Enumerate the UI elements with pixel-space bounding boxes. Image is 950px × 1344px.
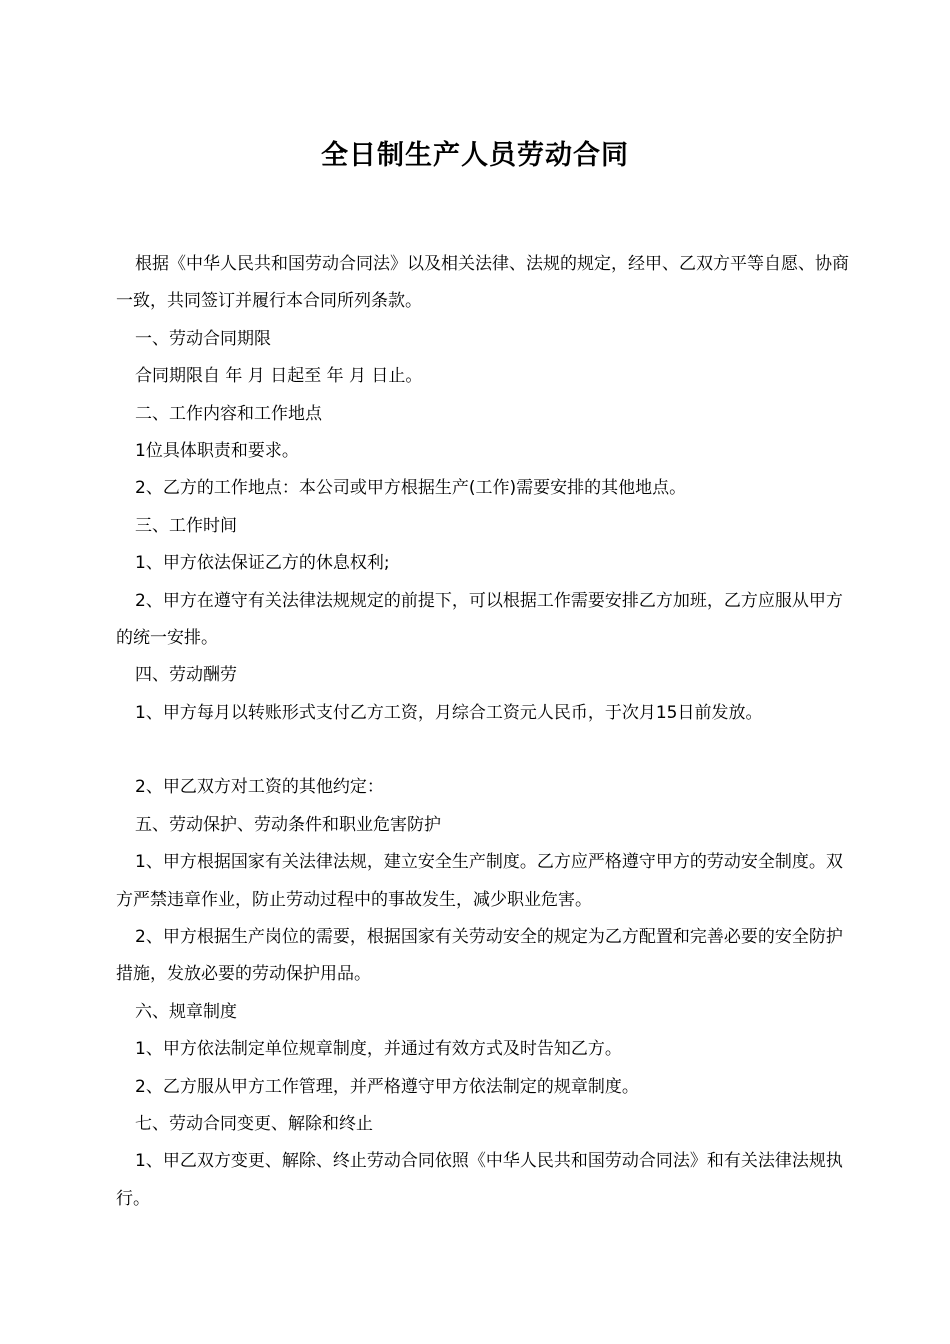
section-heading-5: 五、劳动保护、劳动条件和职业危害防护 [135,814,441,835]
section-heading-7: 七、劳动合同变更、解除和终止 [135,1113,373,1134]
clause-4-1: 1、甲方每月以转账形式支付乙方工资，月综合工资元人民币，于次月15日前发放。 [135,702,763,723]
section-heading-3: 三、工作时间 [135,515,237,536]
document-title: 全日制生产人员劳动合同 [321,140,629,171]
clause-4-2: 2、甲乙双方对工资的其他约定： [135,777,384,798]
clause-6-2: 2、乙方服从甲方工作管理，并严格遵守甲方依法制定的规章制度。 [135,1076,639,1097]
clause-6-1: 1、甲方依法制定单位规章制度，并通过有效方式及时告知乙方。 [135,1039,622,1060]
section-heading-2: 二、工作内容和工作地点 [135,403,322,424]
clause-2-2: 2、乙方的工作地点：本公司或甲方根据生产(工作)需要安排的其他地点。 [135,478,687,499]
preamble-paragraph: 根据《中华人民共和国劳动合同法》以及相关法律、法规的规定，经甲、乙双方平等自愿、协商一致，共同签订并履行本合同所列条款。 [116,254,849,312]
clause-5-2: 2、甲方根据生产岗位的需要，根据国家有关劳动安全的规定为乙方配置和完善必要的安全防护措施，发放必要的劳动保护用品。 [116,926,843,985]
section-heading-4: 四、劳动酬劳 [135,665,237,686]
document-body [116,246,850,1218]
contract-term-paragraph: 合同期限自 年 月 日起至 年 月 日止。 [135,366,423,387]
section-heading-6: 六、规章制度 [135,1001,237,1022]
clause-7-1: 1、甲乙双方变更、解除、终止劳动合同依照《中华人民共和国劳动合同法》和有关法律法规执行。 [116,1151,843,1209]
clause-3-2: 2、甲方在遵守有关法律法规规定的前提下，可以根据工作需要安排乙方加班，乙方应服从甲方的统一安排。 [116,590,843,649]
section-heading-1: 一、劳动合同期限 [135,328,271,349]
blank-line [116,732,850,769]
clause-5-1: 1、甲方根据国家有关法律法规，建立安全生产制度。乙方应严格遵守甲方的劳动安全制度。双方严禁违章作业，防止劳动过程中的事故发生，减少职业危害。 [116,852,843,910]
clause-3-1: 1、甲方依法保证乙方的休息权利; [135,553,390,574]
clause-2-1: 1位具体职责和要求。 [135,441,299,462]
